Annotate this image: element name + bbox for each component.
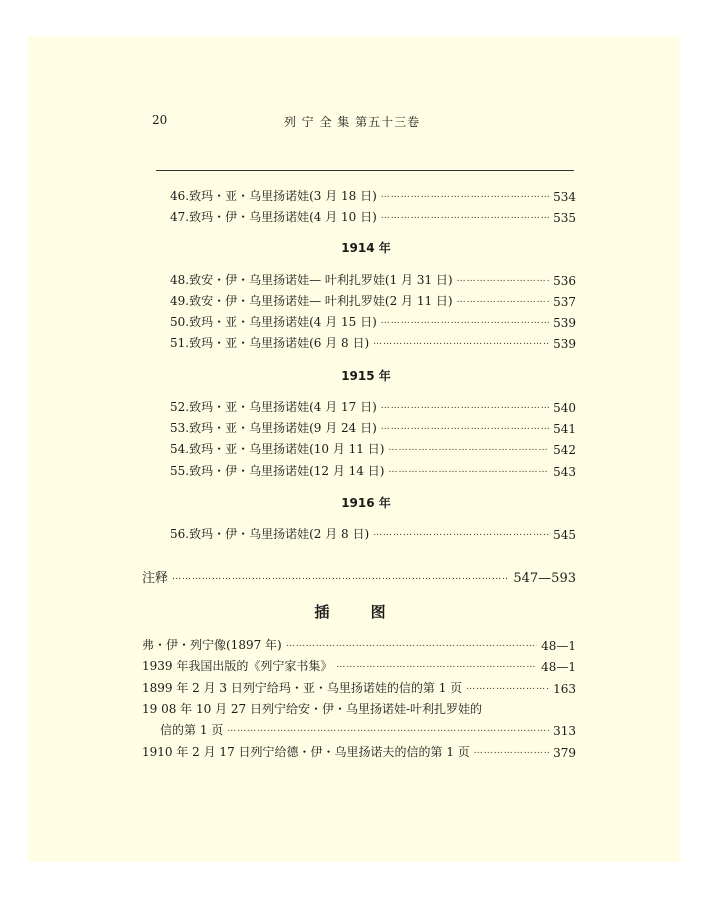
leader-dots [381,397,549,415]
entry-page: 539 [553,316,576,330]
entry-page: 543 [553,465,576,479]
illustration-entry[interactable] [142,678,576,696]
leader-dots [466,678,549,696]
illustration-entry[interactable] [142,656,576,674]
year-heading-1914: 1914 年 [341,241,391,255]
entry-title: 54.致玛・亚・乌里扬诺娃(10 月 11 日) [170,442,385,456]
leader-dots [373,524,549,542]
leader-dots [388,439,549,457]
leader-dots [457,291,549,309]
year-heading-1916: 1916 年 [341,496,391,510]
leader-dots [286,635,537,653]
entry-title: 1899 年 2 月 3 日列宁给玛・亚・乌里扬诺娃的信的第 1 页 [142,681,463,695]
leader-dots [336,656,537,674]
page-number: 20 [152,113,168,127]
leader-dots [227,720,549,738]
leader-dots [474,742,549,760]
toc-entry[interactable] [170,207,576,225]
illustration-entry-line2[interactable] [160,720,576,738]
entry-page: 539 [553,337,576,351]
toc-entry[interactable] [170,333,576,351]
entry-title: 46.致玛・亚・乌里扬诺娃(3 月 18 日) [170,189,377,203]
entry-title: 48.致安・伊・乌里扬诺娃— 叶利扎罗娃(1 月 31 日) [170,273,453,287]
entry-page: 542 [553,443,576,457]
entry-page: 536 [553,274,576,288]
entry-page: 48—1 [541,639,576,653]
running-title: 列 宁 全 集 第五十三卷 [283,115,421,129]
leader-dots [457,270,549,288]
leader-dots [373,333,549,351]
leader-dots [381,418,549,436]
entry-page: 541 [553,422,576,436]
entry-page: 534 [553,190,576,204]
entry-page: 48—1 [541,660,576,674]
leader-dots [381,312,549,330]
illustrations-heading: 插 图 [314,603,404,621]
entry-title: 1939 年我国出版的《列宁家书集》 [142,659,333,673]
entry-title: 51.致玛・亚・乌里扬诺娃(6 月 8 日) [170,336,370,350]
entry-title: 53.致玛・亚・乌里扬诺娃(9 月 24 日) [170,421,377,435]
leader-dots [381,186,549,204]
entry-title: 55.致玛・伊・乌里扬诺娃(12 月 14 日) [170,464,385,478]
notes-entry[interactable] [142,568,576,586]
entry-page: 379 [553,746,576,760]
illustration-entry-line1[interactable]: 19 08 年 10 月 27 日列宁给安・伊・乌里扬诺娃-叶利扎罗娃的 [142,702,483,716]
toc-entry[interactable] [170,186,576,204]
entry-title: 49.致安・伊・乌里扬诺娃— 叶利扎罗娃(2 月 11 日) [170,294,453,308]
entry-page: 540 [553,401,576,415]
page-header [128,113,576,133]
illustration-entry[interactable] [142,742,576,760]
toc-entry[interactable] [170,418,576,436]
entry-title: 50.致玛・亚・乌里扬诺娃(4 月 15 日) [170,315,377,329]
entry-title: 56.致玛・伊・乌里扬诺娃(2 月 8 日) [170,527,370,541]
entry-title: 47.致玛・伊・乌里扬诺娃(4 月 10 日) [170,210,377,224]
toc-entry[interactable] [170,439,576,457]
entry-page: 545 [553,528,576,542]
entry-page: 537 [553,295,576,309]
header-rule [156,170,574,171]
toc-entry[interactable] [170,461,576,479]
entry-page: 313 [553,724,576,738]
illustration-entry[interactable] [142,635,576,653]
entry-title: 信的第 1 页 [160,723,224,737]
year-heading-1915: 1915 年 [341,369,391,383]
leader-dots [172,568,509,586]
entry-title: 1910 年 2 月 17 日列宁给德・伊・乌里扬诺夫的信的第 1 页 [142,745,470,759]
toc-entry[interactable] [170,291,576,309]
notes-page: 547—593 [513,571,576,586]
entry-title: 52.致玛・亚・乌里扬诺娃(4 月 17 日) [170,400,377,414]
toc-entry[interactable] [170,397,576,415]
entry-page: 535 [553,211,576,225]
notes-title: 注释 [142,571,169,586]
entry-title: 弗・伊・列宁像(1897 年) [142,638,282,652]
leader-dots [381,207,549,225]
toc-entry[interactable] [170,270,576,288]
toc-entry[interactable] [170,524,576,542]
toc-entry[interactable] [170,312,576,330]
leader-dots [388,461,549,479]
entry-page: 163 [553,682,576,696]
